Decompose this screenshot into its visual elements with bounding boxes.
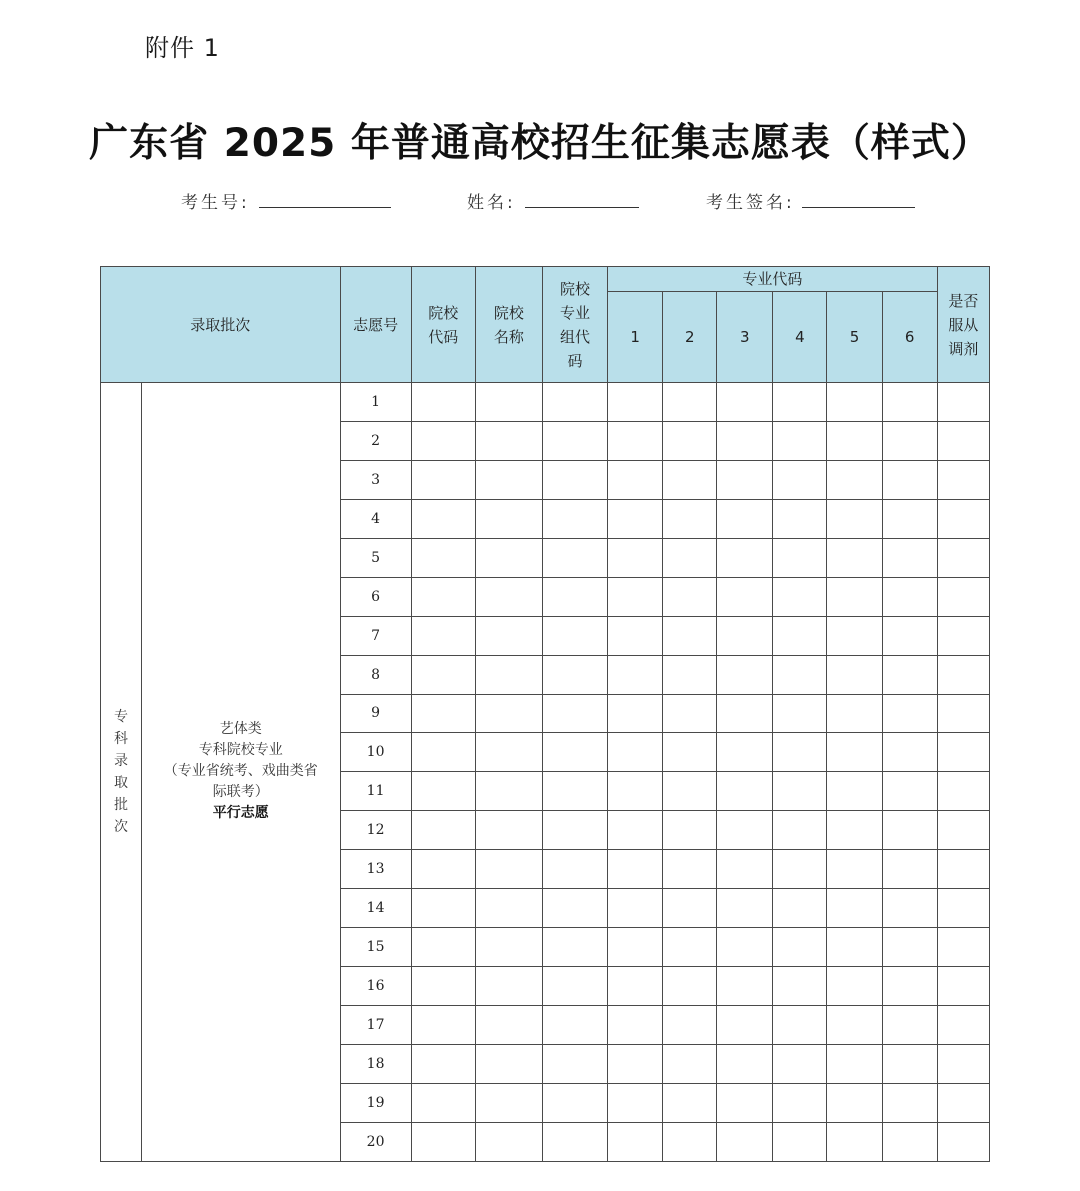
major-5-cell[interactable]	[827, 538, 882, 577]
school-name-cell[interactable]	[475, 499, 542, 538]
major-4-cell[interactable]	[773, 733, 827, 772]
major-1-cell[interactable]	[608, 538, 663, 577]
adjust-cell[interactable]	[937, 928, 989, 967]
school-name-cell[interactable]	[475, 460, 542, 499]
major-5-cell[interactable]	[827, 577, 882, 616]
adjust-cell[interactable]	[937, 577, 989, 616]
school-code-cell[interactable]	[411, 889, 475, 928]
page-title: 广东省 2025 年普通高校招生征集志愿表（样式）	[89, 121, 991, 166]
school-code-cell[interactable]	[411, 1006, 475, 1045]
choice-number: 8	[340, 655, 411, 694]
school-code-cell[interactable]	[411, 1122, 475, 1161]
major-1-cell[interactable]	[608, 1122, 663, 1161]
choice-number: 1	[340, 383, 411, 422]
school-code-cell[interactable]	[411, 383, 475, 422]
major-6-cell[interactable]	[882, 850, 937, 889]
major-1-cell[interactable]	[608, 928, 663, 967]
major-3-cell[interactable]	[717, 1122, 773, 1161]
school-name-cell[interactable]	[475, 811, 542, 850]
major-6-cell[interactable]	[882, 383, 937, 422]
major-2-cell[interactable]	[663, 772, 717, 811]
school-code-cell[interactable]	[411, 421, 475, 460]
major-3-cell[interactable]	[717, 499, 773, 538]
major-3-cell[interactable]	[717, 616, 773, 655]
signature-label: 考生签名:	[706, 193, 795, 213]
attachment-label: 附件 1	[145, 34, 220, 62]
group-code-cell[interactable]	[542, 616, 607, 655]
major-3-cell[interactable]	[717, 460, 773, 499]
major-5-cell[interactable]	[827, 1083, 882, 1122]
adjust-cell[interactable]	[937, 694, 989, 733]
major-5-cell[interactable]	[827, 967, 882, 1006]
major-3-cell[interactable]	[717, 1006, 773, 1045]
major-5-cell[interactable]	[827, 850, 882, 889]
major-6-cell[interactable]	[882, 616, 937, 655]
group-code-cell[interactable]	[542, 967, 607, 1006]
school-name-cell[interactable]	[475, 733, 542, 772]
major-4-cell[interactable]	[773, 694, 827, 733]
major-3-cell[interactable]	[717, 577, 773, 616]
major-3-cell[interactable]	[717, 928, 773, 967]
header-batch: 录取批次	[101, 267, 341, 383]
school-name-cell[interactable]	[475, 421, 542, 460]
major-3-cell[interactable]	[717, 694, 773, 733]
exam-number-field[interactable]	[259, 207, 391, 208]
major-4-cell[interactable]	[773, 1083, 827, 1122]
major-1-cell[interactable]	[608, 811, 663, 850]
header-school-code: 院校 代码	[411, 267, 475, 383]
major-1-cell[interactable]	[608, 1044, 663, 1083]
school-code-cell[interactable]	[411, 1044, 475, 1083]
category-line: 艺体类	[219, 721, 262, 738]
school-code-cell[interactable]	[411, 616, 475, 655]
group-code-cell[interactable]	[542, 1083, 607, 1122]
major-2-cell[interactable]	[663, 850, 717, 889]
major-4-cell[interactable]	[773, 1006, 827, 1045]
major-2-cell[interactable]	[663, 538, 717, 577]
adjust-cell[interactable]	[937, 811, 989, 850]
major-6-cell[interactable]	[882, 733, 937, 772]
choice-number: 3	[340, 460, 411, 499]
major-3-cell[interactable]	[717, 733, 773, 772]
adjust-cell[interactable]	[937, 850, 989, 889]
choice-number: 2	[340, 421, 411, 460]
major-1-cell[interactable]	[608, 850, 663, 889]
major-1-cell[interactable]	[608, 694, 663, 733]
choice-number: 17	[340, 1006, 411, 1045]
category-line: 际联考）	[212, 784, 269, 801]
major-1-cell[interactable]	[608, 889, 663, 928]
exam-number-label: 考生号:	[181, 193, 250, 213]
category-line: （专业省统考、戏曲类省	[163, 763, 318, 780]
major-1-cell[interactable]	[608, 421, 663, 460]
group-code-cell[interactable]	[542, 850, 607, 889]
school-code-cell[interactable]	[411, 1083, 475, 1122]
school-name-cell[interactable]	[475, 1122, 542, 1161]
major-6-cell[interactable]	[882, 1006, 937, 1045]
major-4-cell[interactable]	[773, 421, 827, 460]
group-code-cell[interactable]	[542, 383, 607, 422]
major-2-cell[interactable]	[663, 967, 717, 1006]
school-code-cell[interactable]	[411, 928, 475, 967]
adjust-cell[interactable]	[937, 538, 989, 577]
category-cell	[142, 383, 340, 1162]
major-1-cell[interactable]	[608, 772, 663, 811]
major-4-cell[interactable]	[773, 499, 827, 538]
group-code-cell[interactable]	[542, 421, 607, 460]
choice-number: 14	[340, 889, 411, 928]
school-code-cell[interactable]	[411, 499, 475, 538]
group-code-cell[interactable]	[542, 577, 607, 616]
major-1-cell[interactable]	[608, 460, 663, 499]
major-4-cell[interactable]	[773, 772, 827, 811]
major-5-cell[interactable]	[827, 1122, 882, 1161]
choice-number: 12	[340, 811, 411, 850]
school-name-cell[interactable]	[475, 967, 542, 1006]
major-3-cell[interactable]	[717, 772, 773, 811]
major-5-cell[interactable]	[827, 1044, 882, 1083]
major-5-cell[interactable]	[827, 811, 882, 850]
choice-number: 13	[340, 850, 411, 889]
major-2-cell[interactable]	[663, 499, 717, 538]
adjust-cell[interactable]	[937, 421, 989, 460]
header-major-slot: 4	[773, 292, 827, 383]
group-code-cell[interactable]	[542, 460, 607, 499]
header-major-slot: 3	[717, 292, 773, 383]
category-line: 专科院校专业	[198, 742, 283, 759]
major-4-cell[interactable]	[773, 928, 827, 967]
adjust-cell[interactable]	[937, 383, 989, 422]
group-code-cell[interactable]	[542, 655, 607, 694]
adjust-cell[interactable]	[937, 1122, 989, 1161]
major-3-cell[interactable]	[717, 421, 773, 460]
adjust-cell[interactable]	[937, 1044, 989, 1083]
group-code-cell[interactable]	[542, 538, 607, 577]
group-code-cell[interactable]	[542, 928, 607, 967]
school-code-cell[interactable]	[411, 733, 475, 772]
choice-number: 7	[340, 616, 411, 655]
school-name-cell[interactable]	[475, 1006, 542, 1045]
group-code-cell[interactable]	[542, 772, 607, 811]
header-adjust: 是否 服从 调剂	[937, 267, 989, 383]
school-name-cell[interactable]	[475, 655, 542, 694]
major-2-cell[interactable]	[663, 1083, 717, 1122]
header-school-name: 院校 名称	[475, 267, 542, 383]
major-4-cell[interactable]	[773, 616, 827, 655]
group-code-cell[interactable]	[542, 499, 607, 538]
major-6-cell[interactable]	[882, 811, 937, 850]
major-6-cell[interactable]	[882, 1044, 937, 1083]
school-name-cell[interactable]	[475, 694, 542, 733]
major-1-cell[interactable]	[608, 733, 663, 772]
school-name-cell[interactable]	[475, 1083, 542, 1122]
major-6-cell[interactable]	[882, 1122, 937, 1161]
adjust-cell[interactable]	[937, 616, 989, 655]
choice-number: 20	[340, 1122, 411, 1161]
group-code-cell[interactable]	[542, 1122, 607, 1161]
major-3-cell[interactable]	[717, 1044, 773, 1083]
header-major-slot: 2	[663, 292, 717, 383]
major-6-cell[interactable]	[882, 460, 937, 499]
batch-side-char: 专	[114, 708, 129, 725]
major-4-cell[interactable]	[773, 1122, 827, 1161]
major-6-cell[interactable]	[882, 889, 937, 928]
major-4-cell[interactable]	[773, 967, 827, 1006]
major-6-cell[interactable]	[882, 421, 937, 460]
batch-side-char: 录	[114, 752, 129, 769]
major-5-cell[interactable]	[827, 889, 882, 928]
school-name-cell[interactable]	[475, 616, 542, 655]
major-2-cell[interactable]	[663, 1006, 717, 1045]
major-1-cell[interactable]	[608, 616, 663, 655]
major-4-cell[interactable]	[773, 538, 827, 577]
school-code-cell[interactable]	[411, 772, 475, 811]
major-5-cell[interactable]	[827, 655, 882, 694]
signature-field[interactable]	[802, 207, 915, 208]
adjust-cell[interactable]	[937, 655, 989, 694]
header-major-slot: 5	[827, 292, 882, 383]
major-4-cell[interactable]	[773, 655, 827, 694]
major-5-cell[interactable]	[827, 1006, 882, 1045]
major-2-cell[interactable]	[663, 460, 717, 499]
major-5-cell[interactable]	[827, 928, 882, 967]
major-4-cell[interactable]	[773, 850, 827, 889]
school-name-cell[interactable]	[475, 772, 542, 811]
major-2-cell[interactable]	[663, 655, 717, 694]
header-major-slot: 1	[608, 292, 663, 383]
choice-number: 11	[340, 772, 411, 811]
choice-number: 19	[340, 1083, 411, 1122]
major-6-cell[interactable]	[882, 499, 937, 538]
major-2-cell[interactable]	[663, 694, 717, 733]
header-group-code: 院校 专业 组代 码	[542, 267, 607, 383]
group-code-cell[interactable]	[542, 1006, 607, 1045]
choice-number: 6	[340, 577, 411, 616]
batch-side-char: 科	[114, 730, 129, 747]
group-code-cell[interactable]	[542, 733, 607, 772]
batch-side-label	[101, 383, 142, 1162]
adjust-cell[interactable]	[937, 1083, 989, 1122]
batch-side-char: 取	[114, 774, 129, 791]
major-4-cell[interactable]	[773, 1044, 827, 1083]
choice-number: 4	[340, 499, 411, 538]
school-code-cell[interactable]	[411, 577, 475, 616]
table-row	[101, 383, 990, 422]
school-name-cell[interactable]	[475, 577, 542, 616]
major-4-cell[interactable]	[773, 889, 827, 928]
major-1-cell[interactable]	[608, 967, 663, 1006]
major-6-cell[interactable]	[882, 577, 937, 616]
name-field[interactable]	[525, 207, 639, 208]
school-code-cell[interactable]	[411, 811, 475, 850]
major-1-cell[interactable]	[608, 1083, 663, 1122]
major-3-cell[interactable]	[717, 655, 773, 694]
choice-number: 5	[340, 538, 411, 577]
adjust-cell[interactable]	[937, 1006, 989, 1045]
school-code-cell[interactable]	[411, 850, 475, 889]
adjust-cell[interactable]	[937, 967, 989, 1006]
major-6-cell[interactable]	[882, 694, 937, 733]
major-5-cell[interactable]	[827, 460, 882, 499]
major-5-cell[interactable]	[827, 772, 882, 811]
major-3-cell[interactable]	[717, 383, 773, 422]
major-1-cell[interactable]	[608, 383, 663, 422]
major-2-cell[interactable]	[663, 889, 717, 928]
major-4-cell[interactable]	[773, 811, 827, 850]
adjust-cell[interactable]	[937, 889, 989, 928]
school-code-cell[interactable]	[411, 967, 475, 1006]
name-label: 姓名:	[467, 193, 516, 213]
major-3-cell[interactable]	[717, 967, 773, 1006]
major-3-cell[interactable]	[717, 538, 773, 577]
school-name-cell[interactable]	[475, 383, 542, 422]
major-4-cell[interactable]	[773, 460, 827, 499]
major-3-cell[interactable]	[717, 850, 773, 889]
adjust-cell[interactable]	[937, 733, 989, 772]
major-1-cell[interactable]	[608, 655, 663, 694]
header-major-code: 专业代码	[608, 267, 938, 292]
school-code-cell[interactable]	[411, 538, 475, 577]
choice-number: 18	[340, 1044, 411, 1083]
choice-number: 16	[340, 967, 411, 1006]
school-code-cell[interactable]	[411, 655, 475, 694]
category-parallel-label: 平行志愿	[212, 805, 269, 822]
group-code-cell[interactable]	[542, 889, 607, 928]
batch-side-char: 批	[114, 796, 129, 813]
major-2-cell[interactable]	[663, 733, 717, 772]
header-choice-no: 志愿号	[340, 267, 411, 383]
major-6-cell[interactable]	[882, 928, 937, 967]
major-3-cell[interactable]	[717, 889, 773, 928]
batch-side-char: 次	[114, 818, 129, 835]
major-2-cell[interactable]	[663, 383, 717, 422]
school-name-cell[interactable]	[475, 889, 542, 928]
header-major-slot: 6	[882, 292, 937, 383]
school-name-cell[interactable]	[475, 1044, 542, 1083]
major-5-cell[interactable]	[827, 733, 882, 772]
school-code-cell[interactable]	[411, 694, 475, 733]
major-2-cell[interactable]	[663, 1044, 717, 1083]
major-2-cell[interactable]	[663, 811, 717, 850]
major-5-cell[interactable]	[827, 421, 882, 460]
major-1-cell[interactable]	[608, 577, 663, 616]
school-name-cell[interactable]	[475, 928, 542, 967]
major-6-cell[interactable]	[882, 655, 937, 694]
major-6-cell[interactable]	[882, 772, 937, 811]
adjust-cell[interactable]	[937, 772, 989, 811]
group-code-cell[interactable]	[542, 1044, 607, 1083]
major-6-cell[interactable]	[882, 967, 937, 1006]
choice-number: 10	[340, 733, 411, 772]
adjust-cell[interactable]	[937, 460, 989, 499]
application-table	[100, 266, 990, 1162]
major-5-cell[interactable]	[827, 383, 882, 422]
major-1-cell[interactable]	[608, 1006, 663, 1045]
group-code-cell[interactable]	[542, 811, 607, 850]
major-3-cell[interactable]	[717, 811, 773, 850]
school-code-cell[interactable]	[411, 460, 475, 499]
major-2-cell[interactable]	[663, 577, 717, 616]
major-1-cell[interactable]	[608, 499, 663, 538]
major-4-cell[interactable]	[773, 577, 827, 616]
major-3-cell[interactable]	[717, 1083, 773, 1122]
choice-number: 9	[340, 694, 411, 733]
major-2-cell[interactable]	[663, 1122, 717, 1161]
major-5-cell[interactable]	[827, 694, 882, 733]
choice-number: 15	[340, 928, 411, 967]
major-6-cell[interactable]	[882, 538, 937, 577]
school-name-cell[interactable]	[475, 850, 542, 889]
adjust-cell[interactable]	[937, 499, 989, 538]
major-2-cell[interactable]	[663, 616, 717, 655]
major-2-cell[interactable]	[663, 928, 717, 967]
major-5-cell[interactable]	[827, 616, 882, 655]
school-name-cell[interactable]	[475, 538, 542, 577]
group-code-cell[interactable]	[542, 694, 607, 733]
major-6-cell[interactable]	[882, 1083, 937, 1122]
major-2-cell[interactable]	[663, 421, 717, 460]
major-4-cell[interactable]	[773, 383, 827, 422]
major-5-cell[interactable]	[827, 499, 882, 538]
